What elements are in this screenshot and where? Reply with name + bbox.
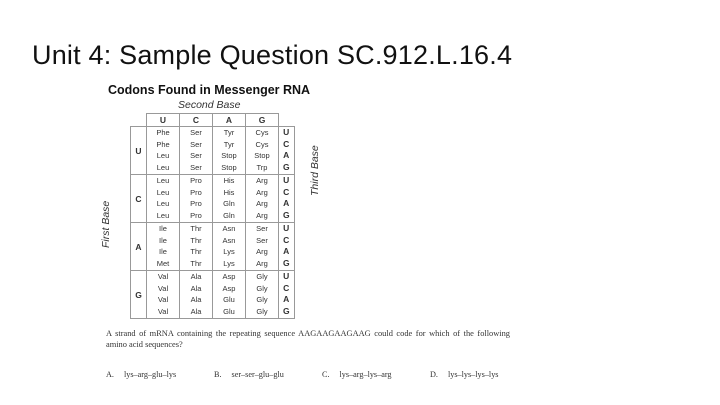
- amino-acid: Pro: [190, 176, 202, 185]
- amino-acid: Arg: [256, 176, 268, 185]
- column-header: U: [147, 114, 180, 127]
- third-base-letters: [279, 223, 295, 271]
- amino-acid: Lys: [223, 247, 235, 257]
- table-corner: [131, 114, 147, 127]
- codon-cell: [147, 175, 180, 223]
- first-base-letter: C: [131, 175, 147, 223]
- amino-acid: Gly: [256, 283, 268, 293]
- amino-acid: Arg: [256, 187, 268, 197]
- amino-acid: His: [223, 176, 235, 185]
- codon-cell: [147, 223, 180, 271]
- codon-cell: [180, 127, 213, 175]
- choice-a[interactable]: [106, 370, 176, 379]
- amino-acid: Phe: [156, 128, 170, 137]
- amino-acid: Arg: [256, 247, 268, 257]
- codon-cell: [213, 175, 246, 223]
- choice-text: lys–arg–lys–arg: [339, 370, 392, 379]
- choice-c[interactable]: [322, 370, 392, 379]
- third-base-letters: [279, 271, 295, 319]
- amino-acid: Val: [157, 295, 169, 305]
- first-base-letter: A: [131, 223, 147, 271]
- slide-title: Unit 4: Sample Question SC.912.L.16.4: [32, 40, 513, 70]
- amino-acid: Arg: [256, 199, 268, 209]
- choice-letter: B.: [214, 370, 222, 379]
- codon-cell: [180, 175, 213, 223]
- amino-acid: Ala: [190, 283, 202, 293]
- amino-acid: Cys: [255, 139, 269, 149]
- amino-acid: Leu: [156, 151, 170, 161]
- third-base-label: Third Base: [309, 145, 321, 196]
- amino-acid: Pro: [190, 187, 202, 197]
- amino-acid-stack: [147, 175, 179, 222]
- amino-acid: Asn: [222, 224, 236, 233]
- amino-acid: Ile: [159, 235, 167, 245]
- amino-acid: Ser: [190, 128, 202, 137]
- amino-acid: Ile: [159, 247, 167, 257]
- table-corner: [279, 114, 295, 127]
- amino-acid: Leu: [156, 187, 170, 197]
- amino-acid: Ser: [190, 139, 202, 149]
- amino-acid: Glu: [223, 295, 235, 305]
- amino-acid: Tyr: [223, 128, 235, 137]
- amino-acid: Leu: [156, 176, 170, 185]
- choice-text: lys–lys–lys–lys: [447, 370, 499, 379]
- third-base-letter: A: [283, 150, 290, 161]
- first-base-letter: U: [131, 127, 147, 175]
- amino-acid: Val: [157, 307, 169, 317]
- codon-table: [130, 113, 295, 319]
- amino-acid: Gln: [223, 199, 235, 209]
- third-base-letter: G: [282, 306, 290, 317]
- amino-acid: Phe: [156, 139, 170, 149]
- amino-acid: Cys: [255, 128, 269, 137]
- choice-letter: C.: [322, 370, 330, 379]
- choice-text: lys–arg–glu–lys: [123, 370, 177, 379]
- codon-cell: [246, 175, 279, 223]
- choice-text: ser–ser–glu–glu: [231, 370, 284, 379]
- amino-acid: Ala: [190, 307, 202, 317]
- amino-acid: Asp: [222, 272, 236, 281]
- amino-acid-stack: [180, 127, 212, 174]
- codon-grid: [130, 113, 295, 319]
- third-base-letter: A: [283, 294, 290, 305]
- amino-acid: Gly: [256, 272, 268, 281]
- codon-cell: [246, 127, 279, 175]
- amino-acid: Gln: [223, 211, 235, 221]
- column-header: A: [213, 114, 246, 127]
- codon-cell: [246, 223, 279, 271]
- amino-acid: Lys: [223, 259, 235, 269]
- amino-acid: Pro: [190, 211, 202, 221]
- amino-acid: Tyr: [223, 139, 235, 149]
- codon-cell: [147, 127, 180, 175]
- codon-cell: [213, 127, 246, 175]
- codon-cell: [147, 271, 180, 319]
- amino-acid: Leu: [156, 199, 170, 209]
- amino-acid: Val: [157, 272, 169, 281]
- choice-letter: A.: [106, 370, 114, 379]
- codon-cell: [246, 271, 279, 319]
- third-base-letter: C: [283, 138, 290, 149]
- amino-acid-stack: [147, 223, 179, 270]
- amino-acid: Ser: [190, 163, 202, 173]
- amino-acid-stack: [246, 127, 278, 174]
- amino-acid: Ser: [256, 235, 268, 245]
- first-base-letter: G: [131, 271, 147, 319]
- amino-acid: Trp: [256, 163, 268, 173]
- amino-acid: Asn: [222, 235, 236, 245]
- third-base-letter: C: [283, 282, 290, 293]
- third-base-letter: C: [283, 186, 290, 197]
- third-base-letter: A: [283, 198, 290, 209]
- third-base-letters: [279, 127, 295, 175]
- amino-acid-stack: [246, 223, 278, 270]
- amino-acid: Gly: [256, 295, 268, 305]
- amino-acid: Arg: [256, 259, 268, 269]
- codon-row: [131, 175, 295, 223]
- amino-acid-stack: [246, 271, 278, 318]
- column-header-row: [131, 114, 295, 127]
- codon-row: [131, 223, 295, 271]
- column-header: G: [246, 114, 279, 127]
- first-base-label: First Base: [100, 200, 112, 248]
- third-base-letter: G: [282, 258, 290, 269]
- third-base-letter: A: [283, 246, 290, 257]
- third-base-letter: G: [282, 162, 290, 173]
- second-base-label: Second Base: [178, 99, 241, 111]
- amino-acid: Stop: [221, 163, 237, 173]
- table-title: Codons Found in Messenger RNA: [108, 83, 311, 97]
- amino-acid: Asp: [222, 283, 236, 293]
- amino-acid: Glu: [223, 307, 235, 317]
- amino-acid-stack: [246, 175, 278, 222]
- third-base-letters: [279, 175, 295, 223]
- codon-cell: [213, 271, 246, 319]
- amino-acid: Stop: [254, 151, 270, 161]
- amino-acid-stack: [180, 223, 212, 270]
- amino-acid: Pro: [190, 199, 202, 209]
- amino-acid: Thr: [190, 259, 202, 269]
- choice-d[interactable]: [430, 370, 498, 379]
- amino-acid-stack: [180, 271, 212, 318]
- amino-acid: His: [223, 187, 235, 197]
- amino-acid-stack: [147, 127, 179, 174]
- question-text: A strand of mRNA containing the repeating sequence AAGAAGAAGAAG could code for which of the following amino acid sequences?: [106, 329, 510, 349]
- third-base-letter: U: [283, 127, 290, 137]
- choice-letter: D.: [430, 370, 438, 379]
- amino-acid: Leu: [156, 163, 170, 173]
- codon-cell: [180, 271, 213, 319]
- amino-acid-stack: [213, 175, 245, 222]
- third-base-letter: G: [282, 210, 290, 221]
- codon-row: [131, 127, 295, 175]
- amino-acid-stack: [213, 127, 245, 174]
- amino-acid: Val: [157, 283, 169, 293]
- amino-acid: Ala: [190, 272, 202, 281]
- amino-acid: Thr: [190, 224, 202, 233]
- column-header: C: [180, 114, 213, 127]
- amino-acid: Ala: [190, 295, 202, 305]
- codon-row: [131, 271, 295, 319]
- amino-acid-stack: [180, 175, 212, 222]
- third-base-letter: C: [283, 234, 290, 245]
- codon-cell: [213, 223, 246, 271]
- amino-acid-stack: [147, 271, 179, 318]
- third-base-letter: U: [283, 223, 290, 233]
- choice-b[interactable]: [214, 370, 284, 379]
- amino-acid: Arg: [256, 211, 268, 221]
- amino-acid: Ser: [190, 151, 202, 161]
- amino-acid: Leu: [156, 211, 170, 221]
- third-base-letter: U: [283, 175, 290, 185]
- amino-acid: Thr: [190, 235, 202, 245]
- amino-acid-stack: [213, 271, 245, 318]
- amino-acid: Thr: [190, 247, 202, 257]
- amino-acid: Stop: [221, 151, 237, 161]
- amino-acid-stack: [213, 223, 245, 270]
- amino-acid: Met: [156, 259, 170, 269]
- amino-acid: Ile: [159, 224, 167, 233]
- amino-acid: Gly: [256, 307, 268, 317]
- codon-cell: [180, 223, 213, 271]
- amino-acid: Ser: [256, 224, 268, 233]
- third-base-letter: U: [283, 271, 290, 281]
